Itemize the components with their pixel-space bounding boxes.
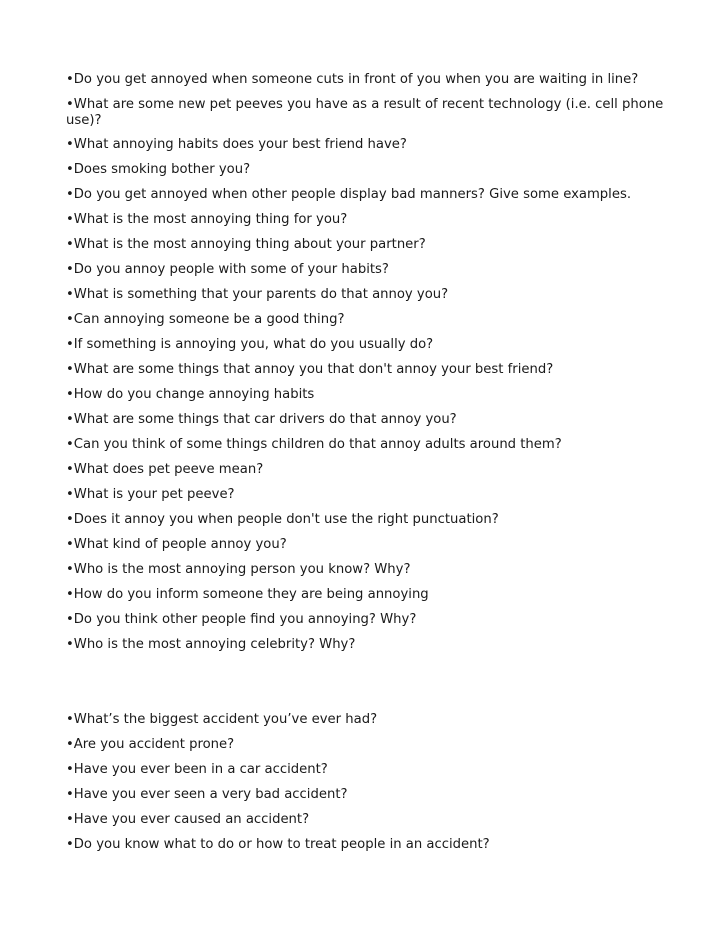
- question-item: •Does it annoy you when people don't use the right punctuation?: [66, 512, 499, 527]
- question-item: •What is the most annoying thing for you?: [66, 212, 348, 227]
- question-item: •Who is the most annoying celebrity? Why?: [66, 637, 356, 652]
- question-item: •What are some things that annoy you that don't annoy your best friend?: [66, 362, 554, 377]
- question-item: •What is your pet peeve?: [66, 487, 235, 502]
- question-item: •What does pet peeve mean?: [66, 462, 264, 477]
- question-item: •Can annoying someone be a good thing?: [66, 312, 345, 327]
- question-item: •Do you know what to do or how to treat people in an accident?: [66, 837, 490, 852]
- question-item: •What are some things that car drivers do that annoy you?: [66, 412, 457, 427]
- question-item: •Do you get annoyed when someone cuts in front of you when you are waiting in line?: [66, 72, 639, 87]
- question-item: •Who is the most annoying person you know? Why?: [66, 562, 411, 577]
- question-item: •What is something that your parents do that annoy you?: [66, 287, 449, 302]
- question-item: •Have you ever seen a very bad accident?: [66, 787, 348, 802]
- question-item: •Do you get annoyed when other people display bad manners? Give some examples.: [66, 187, 632, 202]
- question-item: •How do you inform someone they are being annoying: [66, 587, 429, 602]
- question-item: •If something is annoying you, what do you usually do?: [66, 337, 434, 352]
- question-item: •What annoying habits does your best friend have?: [66, 137, 407, 152]
- question-item: •What is the most annoying thing about your partner?: [66, 237, 426, 252]
- question-item: •Have you ever caused an accident?: [66, 812, 310, 827]
- question-item: •Can you think of some things children do that annoy adults around them?: [66, 437, 562, 452]
- annoyance-questions-list: [66, 72, 666, 662]
- question-item: •What’s the biggest accident you’ve ever had?: [66, 712, 378, 727]
- question-item: •How do you change annoying habits: [66, 387, 315, 402]
- accident-questions-list: [66, 712, 666, 862]
- question-item: •Does smoking bother you?: [66, 162, 251, 177]
- question-item: •Do you think other people find you annoying? Why?: [66, 612, 417, 627]
- question-item: •What kind of people annoy you?: [66, 537, 287, 552]
- question-item: •Are you accident prone?: [66, 737, 235, 752]
- question-item: •What are some new pet peeves you have as a result of recent technology (i.e. cell phone use)?: [66, 97, 664, 128]
- question-item: •Do you annoy people with some of your habits?: [66, 262, 389, 277]
- question-item: •Have you ever been in a car accident?: [66, 762, 328, 777]
